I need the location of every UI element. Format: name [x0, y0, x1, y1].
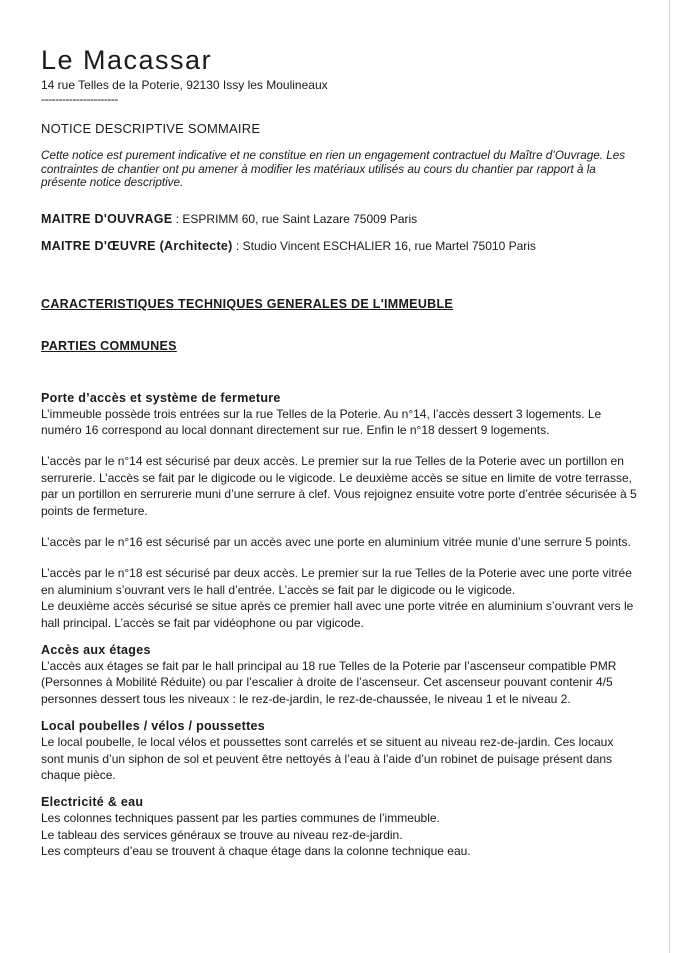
document-title: Le Macassar — [41, 45, 213, 75]
owner-line — [41, 212, 661, 227]
access-paragraph-4b: Le deuxième accès sécurisé se situe après ce premier hall avec une porte vitrée en aluminium s’ouvrant vers le hall principal. L’accès se fait par vidéophone ou par vigicode. — [41, 599, 634, 630]
section-general-title: CARACTERISTIQUES TECHNIQUES GENERALES DE L'IMMEUBLE — [41, 296, 454, 311]
page-edge-divider — [669, 0, 670, 953]
utilities-line-3: Les compteurs d’eau se trouvent à chaque étage dans la colonne technique eau. — [41, 844, 471, 859]
notice-disclaimer: Cette notice est purement indicative et ne constitue en rien un engagement contractuel du Maître d’Ouvrage. Les contraintes de chantier ont pu amener à modifier les matériaux utilisés au cours du chantier par rapport à la présente notice descriptive. — [41, 149, 626, 189]
utilities-title: Electricité & eau — [41, 795, 144, 810]
notice-title: NOTICE DESCRIPTIVE SOMMAIRE — [41, 121, 261, 136]
access-paragraph-1: L’immeuble possède trois entrées sur la rue Telles de la Poterie. Au n°14, l’accès dessert 3 logements. Le numéro 16 correspond au local donnant directement sur rue. Enfin le n°18 dessert 9 logements. — [41, 406, 602, 437]
utilities-line-2: Le tableau des services généraux se trouve au niveau rez-de-jardin. — [41, 827, 403, 842]
owner-label: MAITRE D'OUVRAGE — [41, 211, 173, 226]
architect-label: MAITRE D'ŒUVRE (Architecte) — [41, 238, 233, 253]
architect-value: : Studio Vincent ESCHALIER 16, rue Martel 75010 Paris — [232, 238, 536, 253]
building-address: 14 rue Telles de la Poterie, 92130 Issy les Moulineaux — [41, 78, 328, 92]
title-separator: ---------------------- — [41, 92, 118, 106]
storage-title: Local poubelles / vélos / poussettes — [41, 719, 266, 734]
utilities-line-1: Les colonnes techniques passent par les parties communes de l’immeuble. — [41, 811, 440, 826]
owner-value: : ESPRIMM 60, rue Saint Lazare 75009 Paris — [172, 211, 418, 226]
access-paragraph-2: L’accès par le n°14 est sécurisé par deux accès. Le premier sur la rue Telles de la Poterie avec un portillon en serrurerie. L’accès se fait par le digicode ou le vigicode. Le deuxième accès se situe en limite de votre terrasse, par un portillon en serrurerie muni d’une serrure à clef. Vous rejoignez ensuite votre porte d’entrée sécurisée à 5 points de fermeture. — [41, 454, 637, 518]
document-page — [41, 44, 661, 860]
architect-line — [41, 239, 661, 254]
storage-paragraph: Le local poubelle, le local vélos et poussettes sont carrelés et se situent au niveau rez-de-jardin. Ces locaux sont munis d’un siphon de sol et peuvent être nettoyés à l’eau à l’aide d’un robinet de puisage présent dans chaque pièce. — [41, 735, 614, 782]
section-common-title: PARTIES COMMUNES — [41, 338, 177, 353]
floors-paragraph: L’accès aux étages se fait par le hall principal au 18 rue Telles de la Poterie par l’ascenseur compatible PMR (Personnes à Mobilité Réduite) ou par l’escalier à droite de l’ascenseur. Cet ascenseur pouvant contenir 4/5 personnes dessert tous les niveaux : le rez-de-jardin, le rez-de-chaussée, le niveau 1 et le niveau 2. — [41, 658, 617, 706]
access-paragraph-3: L’accès par le n°16 est sécurisé par un accès avec une porte en aluminium vitrée munie d’une serrure 5 points. — [41, 534, 631, 549]
access-paragraph-4a: L’accès par le n°18 est sécurisé par deux accès. Le premier sur la rue Telles de la Poterie avec une porte vitrée en aluminium s’ouvrant vers le hall d’entrée. L’accès se fait par le digicode ou le vigicode. — [41, 566, 632, 597]
access-title: Porte d’accès et système de fermeture — [41, 390, 281, 405]
floors-title: Accès aux étages — [41, 642, 151, 657]
